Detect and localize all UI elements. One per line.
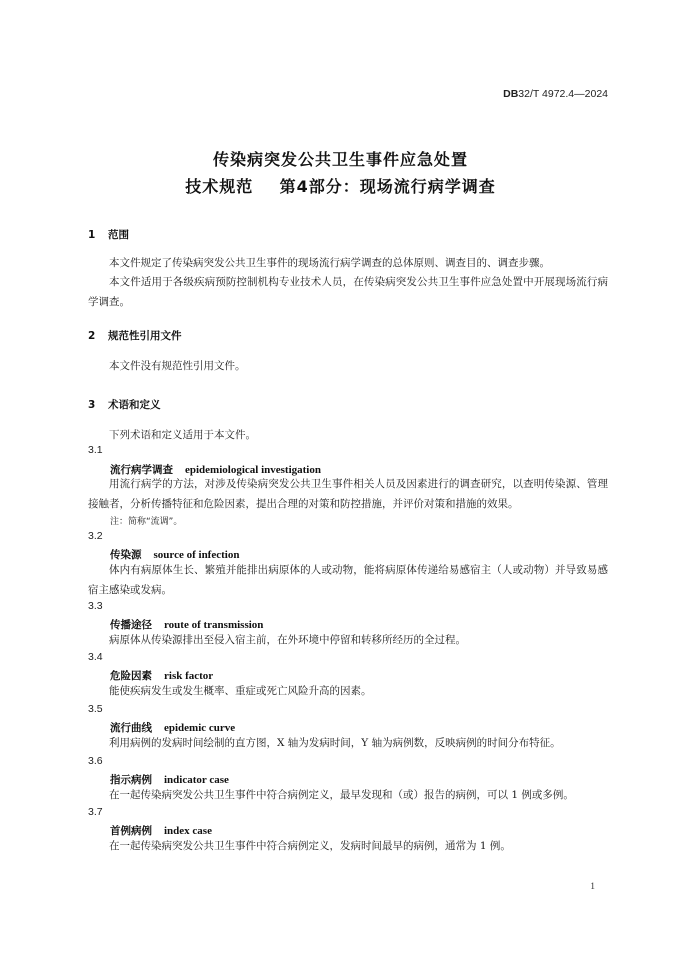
term-3-7-definition: 在一起传染病突发公共卫生事件中符合病例定义，发病时间最早的病例，通常为 1 例。 — [109, 840, 511, 852]
term-english: indicator case — [164, 774, 229, 786]
term-3-3-number: 3.3 — [88, 600, 103, 612]
section-3-heading — [88, 397, 161, 412]
term-chinese: 危险因素 — [110, 670, 152, 682]
term-english: source of infection — [153, 549, 240, 561]
term-3-1-note: 注：简称“流调”。 — [110, 517, 183, 527]
document-title-line-1: 传染病突发公共卫生事件应急处置 — [212, 150, 468, 169]
section-2-heading — [88, 328, 182, 343]
term-chinese: 流行病学调查 — [110, 464, 173, 476]
section-title: 术语和定义 — [108, 399, 161, 411]
term-3-6-definition: 在一起传染病突发公共卫生事件中符合病例定义，最早发现和（或）报告的病例，可以 1 例或多例。 — [109, 789, 574, 801]
section-2-paragraph-1: 本文件没有规范性引用文件。 — [109, 360, 246, 372]
term-3-4-number: 3.4 — [88, 651, 103, 663]
standard-code — [503, 88, 608, 100]
standard-code-prefix: DB — [503, 88, 519, 100]
section-1-paragraph-1: 本文件规定了传染病突发公共卫生事件的现场流行病学调查的总体原则、调查目的、调查步骤。 — [109, 257, 550, 269]
term-3-3-definition: 病原体从传染源排出至侵入宿主前，在外环境中停留和转移所经历的全过程。 — [109, 634, 466, 646]
term-english: epidemic curve — [164, 722, 236, 734]
term-english: index case — [164, 825, 212, 837]
term-3-1-definition: 用流行病学的方法，对涉及传染病突发公共卫生事件相关人员及因素进行的调查研究，以查明传染源、管理接触者，分析传播特征和危险因素，提出合理的对策和防控措施，并评价对策和措施的效果。 — [88, 478, 608, 510]
section-title: 范围 — [108, 229, 129, 241]
term-3-5-definition: 利用病例的发病时间绘制的直方图，X 轴为发病时间，Y 轴为病例数，反映病例的时间分布特征。 — [109, 737, 561, 749]
term-english: route of transmission — [164, 619, 264, 631]
term-chinese: 传播途径 — [110, 619, 152, 631]
term-3-6-number: 3.6 — [88, 755, 103, 767]
section-1-paragraph-2: 本文件适用于各级疾病预防控制机构专业技术人员，在传染病突发公共卫生事件应急处置中开展现场流行病学调查。 — [88, 276, 608, 308]
section-title: 规范性引用文件 — [108, 330, 182, 342]
term-chinese: 指示病例 — [110, 774, 152, 786]
term-3-2-number: 3.2 — [88, 530, 103, 542]
standard-code-number: 32/T 4972.4—2024 — [518, 88, 608, 100]
term-chinese: 传染源 — [110, 549, 142, 561]
term-3-2-definition: 体内有病原体生长、繁殖并能排出病原体的人或动物，能将病原体传递给易感宿主（人或动物）并导致易感宿主感染或发病。 — [88, 564, 608, 596]
term-english: epidemiological investigation — [185, 464, 321, 476]
term-english: risk factor — [164, 670, 214, 682]
term-3-4-definition: 能使疾病发生或发生概率、重症或死亡风险升高的因素。 — [109, 685, 372, 697]
section-number: 2 — [88, 330, 96, 342]
term-chinese: 首例病例 — [110, 825, 152, 837]
section-3-paragraph-1: 下列术语和定义适用于本文件。 — [109, 429, 256, 441]
page-number: 1 — [590, 882, 595, 892]
document-title-line-2: 技术规范 第4部分：现场流行病学调查 — [185, 177, 496, 196]
term-3-1-number: 3.1 — [88, 444, 103, 456]
section-number: 3 — [88, 399, 96, 411]
section-number: 1 — [88, 229, 96, 241]
section-1-heading — [88, 227, 129, 242]
term-chinese: 流行曲线 — [110, 722, 152, 734]
term-3-7-number: 3.7 — [88, 806, 103, 818]
term-3-5-number: 3.5 — [88, 703, 103, 715]
